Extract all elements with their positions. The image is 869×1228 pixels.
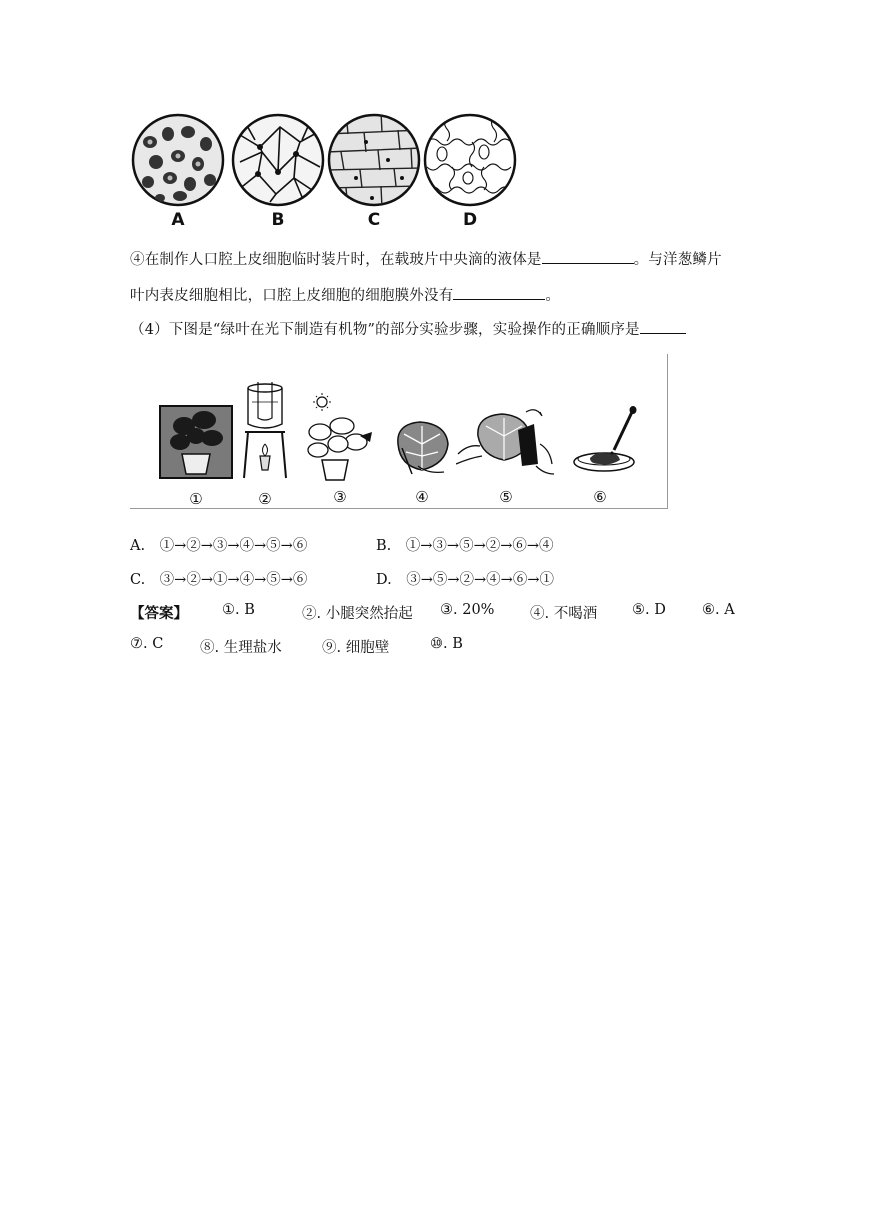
leaf-epidermis-micrograph-icon: [422, 112, 518, 208]
answer-label: 【答案】: [130, 605, 188, 622]
micrograph-a: [130, 112, 226, 237]
question-text: 叶内表皮细胞相比，口腔上皮细胞的细胞膜外没有: [130, 288, 454, 304]
experiment-steps-figure: [130, 354, 668, 509]
part4-text: （4）下图是“绿叶在光下制造有机物”的部分实验步骤，实验操作的正确顺序是: [130, 322, 640, 338]
answer-item: ⑨. 细胞壁: [322, 640, 390, 656]
question-line-2: [130, 284, 560, 305]
answer-item: ⑩. B: [430, 636, 463, 652]
question-text: ④在制作人口腔上皮细胞临时装片时，在载玻片中央滴的液体是: [130, 252, 542, 268]
step-number: ④: [415, 488, 429, 506]
step-number: ⑥: [593, 488, 607, 506]
plant-in-sunlight-icon: [300, 392, 380, 492]
plant-in-dark-box-icon: [158, 384, 238, 484]
answer-blank: [640, 321, 686, 334]
part4-line: [130, 318, 686, 339]
step-number: ②: [258, 490, 272, 508]
micrograph-label: C: [367, 210, 381, 230]
micrograph-c: [326, 112, 422, 237]
question-line-1: [130, 248, 722, 269]
question-text: 。: [545, 288, 561, 304]
answer-item: ①. B: [222, 602, 255, 618]
answer-item: ②. 小腿突然抬起: [302, 606, 413, 622]
step-6: [570, 406, 650, 526]
step-number: ①: [189, 490, 203, 508]
answer-item: ③. 20%: [440, 602, 495, 618]
answer-blank: [453, 287, 545, 300]
micrograph-label: D: [462, 210, 478, 230]
step-3: [300, 392, 380, 512]
step-number: ③: [333, 488, 347, 506]
iodine-dropper-dish-icon: [570, 406, 650, 486]
answer-item: ④. 不喝酒: [530, 606, 598, 622]
step-number: ⑤: [499, 488, 513, 506]
option-c: C. ③→②→①→④→⑤→⑥: [130, 572, 308, 588]
option-d: D. ③→⑤→②→④→⑥→①: [376, 572, 554, 588]
micrograph-row: [130, 112, 520, 237]
answer-item: ⑥. A: [702, 602, 735, 618]
option-a: A. ①→②→③→④→⑤→⑥: [130, 538, 308, 554]
answer-item: ⑧. 生理盐水: [200, 640, 282, 656]
blood-cells-micrograph-icon: [130, 112, 226, 208]
answer-blank: [542, 251, 634, 264]
micrograph-d: [422, 112, 518, 237]
micrograph-b: [230, 112, 326, 237]
answer-item: ⑤. D: [632, 602, 666, 618]
answer-item: ⑦. C: [130, 636, 164, 652]
neuron-cells-micrograph-icon: [230, 112, 326, 208]
leaf-covered-paper-icon: [456, 404, 556, 484]
micrograph-label: B: [271, 210, 285, 230]
question-text: 。与洋葱鳞片: [633, 252, 722, 268]
onion-epidermis-micrograph-icon: [326, 112, 422, 208]
leaf-rinse-icon: [388, 414, 458, 484]
step-5: [456, 404, 536, 524]
water-bath-heating-icon: [240, 374, 290, 484]
option-b: B. ①→③→⑤→②→⑥→④: [376, 538, 554, 554]
micrograph-label: A: [171, 210, 185, 230]
step-1: [158, 384, 238, 508]
